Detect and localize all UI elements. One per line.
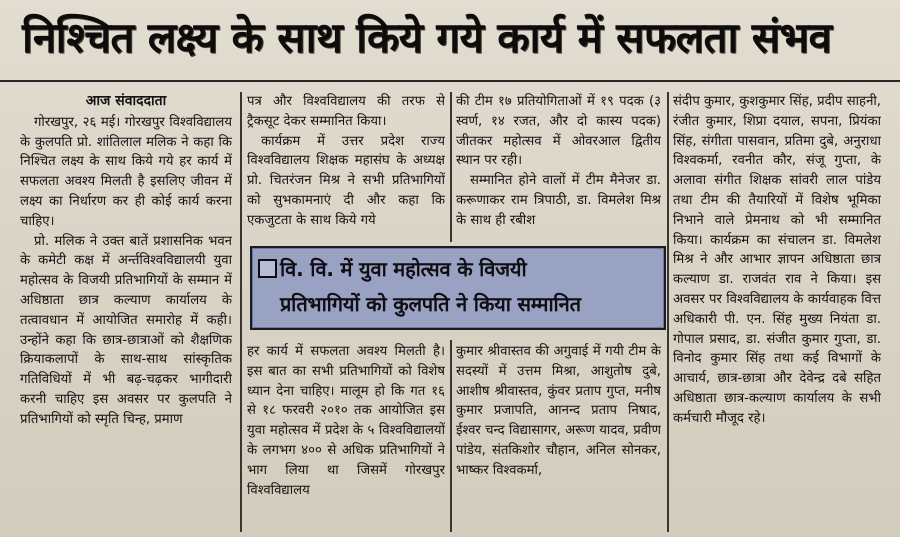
subheadline-line-2: प्रतिभागियों को कुलपति ने किया सम्मानित <box>280 292 581 316</box>
paragraph: संदीप कुमार, कुशकुमार सिंह, प्रदीप साहनी, रंजीत कुमार, शिप्रा दयाल, सपना, प्रियंका सिंह, संगीता पासवान, प्रतिमा दुबे, अनुराधा विश्वकर्मा, रवनीत कौर, संजू गुप्ता, के अलावा संगीत शिक्षक सांवरी लाल पांडेय तथा टीम की तैयारियों में विशेष भूमिका निभाने वाले प्रेमनाथ को भी सम्मानित किया। कार्यक्रम का संचालन डा. विमलेश मिश्र ने और आभार ज्ञापन अधिष्ठाता छात्र कल्याण डा. राजवंत राव ने किया। इस अवसर पर विश्वविद्यालय के कार्यवाहक वित्त अधिकारी पी. एन. सिंह मुख्य नियंता डा. गोपाल प्रसाद, डा. संजीत कुमार गुप्ता, डा. विनोद कुमार सिंह तथा कई विभागों के आचार्य, छात्र-छात्रा और देवेन्द्र दबे सहित अधिष्ठाता छात्र-कल्याण कार्यालय के सभी कर्मचारी मौजूद रहे। <box>673 94 881 426</box>
subheadline-box <box>250 246 666 330</box>
column-divider <box>450 340 452 532</box>
article-column-1 <box>20 92 232 532</box>
paragraph: की टीम १७ प्रतियोगिताओं में १९ पदक (३ स्वर्ण, १४ रजत, और दो कास्य पदक) जीतकर महोत्सव में ओवरआल द्वितीय स्थान पर रही। <box>456 94 661 169</box>
headline: निश्चित लक्ष्य के साथ किये गये कार्य में सफलता संभव <box>22 13 832 62</box>
paragraph: कार्यक्रम में उत्तर प्रदेश राज्य विश्वविद्यालय शिक्षक महासंघ के अध्यक्ष प्रो. चितरंजन मिश्र ने सभी प्रतिभागियों को सुभकामनाएं दी और कहा कि एकजुटता के साथ किये गये <box>247 133 445 228</box>
paragraph: कुमार श्रीवास्तव की अगुवाई में गयी टीम के सदस्यों में उत्तम मिश्रा, आशुतोष दुबे, आशीष श्रीवास्तव, कुंवर प्रताप गुप्त, मनीष कुमार प्रजापति, आनन्द प्रताप निषाद, ईश्वर चन्द विद्यासागर, अरूण यादव, प्रवीण पांडेय, संतकिशोर चौहान, अनिल सोनकर, भाष्कर विश्वकर्मा, <box>456 344 661 478</box>
article-column-3-bottom <box>456 342 661 532</box>
square-bullet-icon <box>258 259 277 278</box>
column-divider <box>667 92 669 532</box>
headline-band <box>0 0 900 82</box>
byline: आज संवाददाता <box>85 93 167 109</box>
subheadline <box>280 252 658 322</box>
article-column-2-bottom <box>247 342 445 532</box>
article-column-4 <box>673 92 881 532</box>
paragraph: गोरखपुर, २६ मई। गोरखपुर विश्वविद्यालय के कुलपति प्रो. शांतिलाल मलिक ने कहा कि निश्चित लक्ष्य के साथ किये गये हर कार्य में सफलता अवश्य मिलती है इसलिए जीवन में लक्ष्य का निर्धारण कर ही कोई कार्य करना चाहिए। <box>20 114 232 229</box>
paragraph: पत्र और विश्वविद्यालय की तरफ से ट्रैकसूट देकर सम्मानित किया। <box>247 94 445 129</box>
article-column-3-top <box>456 92 661 242</box>
paragraph: हर कार्य में सफलता अवश्य मिलती है। इस बात का सभी प्रतिभागियों को विशेष ध्यान देना चाहिए। मालूम हो कि गत १६ से १८ फरवरी २०१० तक आयोजित इस युवा महोत्सव में प्रदेश के ५ विश्वविद्यालयों के लगभग ४०० से अधिक प्रतिभागियों ने भाग लिया था जिसमें गोरखपुर विश्वविद्यालय <box>247 344 445 498</box>
paragraph: प्रो. मलिक ने उक्त बातें प्रशासनिक भवन के कमेटी कक्ष में अर्न्तविश्वविद्यालयी युवा महोत्सव के विजयी प्रतिभागियों के सम्मान में अधिष्ठाता छात्र कल्याण कार्यालय के तत्वावधान में आयोजित समारोह में कही। उन्होंने कहा कि छात्र-छात्राओं को शैक्षणिक क्रियाकलापों के साथ-साथ सांस्कृतिक गतिविधियों में भी बढ़-चढ़कर भागीदारी करनी चाहिए इस अवसर पर कुलपति ने प्रतिभागियों को स्मृति चिन्ह, प्रमाण <box>20 233 232 427</box>
column-divider <box>450 92 452 242</box>
article-column-2-top <box>247 92 445 242</box>
column-divider <box>240 92 242 532</box>
subheadline-line-1: वि. वि. में युवा महोत्सव के विजयी <box>280 257 527 281</box>
paragraph: सम्मानित होने वालों में टीम मैनेजर डा. करूणाकर राम त्रिपाठी, डा. विमलेश मिश्र के साथ ही रबीश <box>456 173 661 228</box>
